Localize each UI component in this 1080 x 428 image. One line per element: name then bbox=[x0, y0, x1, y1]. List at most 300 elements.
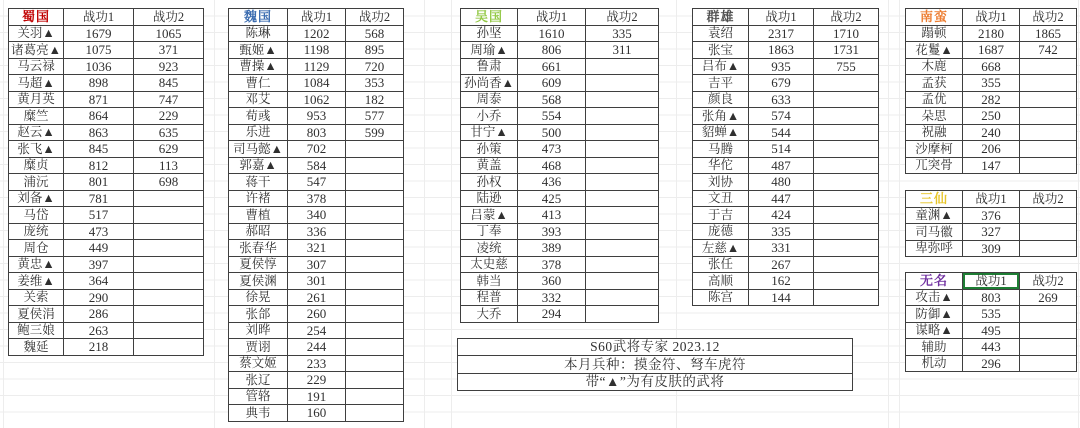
column-header-qunxiong-1[interactable]: 战功1 bbox=[749, 9, 814, 26]
column-header-wu-2[interactable]: 战功2 bbox=[586, 9, 659, 26]
name-cell[interactable]: 高顺 bbox=[693, 273, 749, 290]
value-cell[interactable]: 720 bbox=[346, 59, 404, 76]
value-cell[interactable]: 1687 bbox=[963, 42, 1020, 59]
value-cell[interactable]: 1731 bbox=[814, 42, 879, 59]
name-cell[interactable]: 浦沅 bbox=[9, 174, 64, 191]
value-cell[interactable]: 535 bbox=[963, 306, 1020, 323]
name-cell[interactable]: 孙坚 bbox=[461, 26, 518, 43]
value-cell[interactable]: 1679 bbox=[64, 26, 134, 43]
value-cell[interactable] bbox=[814, 174, 879, 191]
name-cell[interactable]: 司马徽 bbox=[906, 224, 963, 241]
name-cell[interactable]: 马云禄 bbox=[9, 59, 64, 76]
value-cell[interactable]: 1065 bbox=[134, 26, 204, 43]
value-cell[interactable] bbox=[134, 306, 204, 323]
value-cell[interactable] bbox=[1020, 125, 1077, 142]
table-title-wei[interactable]: 魏国 bbox=[229, 9, 288, 26]
value-cell[interactable]: 547 bbox=[288, 174, 346, 191]
name-cell[interactable]: 机动 bbox=[906, 356, 963, 373]
value-cell[interactable]: 182 bbox=[346, 92, 404, 109]
value-cell[interactable]: 447 bbox=[749, 191, 814, 208]
name-cell[interactable]: 张春华 bbox=[229, 240, 288, 257]
value-cell[interactable]: 668 bbox=[963, 59, 1020, 76]
name-cell[interactable]: 关羽▲ bbox=[9, 26, 64, 43]
name-cell[interactable]: 颜良 bbox=[693, 92, 749, 109]
value-cell[interactable] bbox=[346, 257, 404, 274]
name-cell[interactable]: 张郃 bbox=[229, 306, 288, 323]
name-cell[interactable]: 夏侯涓 bbox=[9, 306, 64, 323]
value-cell[interactable] bbox=[1020, 59, 1077, 76]
value-cell[interactable] bbox=[586, 158, 659, 175]
value-cell[interactable] bbox=[346, 356, 404, 373]
value-cell[interactable]: 393 bbox=[518, 224, 586, 241]
value-cell[interactable]: 191 bbox=[288, 389, 346, 406]
name-cell[interactable]: 诸葛亮▲ bbox=[9, 42, 64, 59]
value-cell[interactable]: 424 bbox=[749, 207, 814, 224]
value-cell[interactable] bbox=[346, 191, 404, 208]
value-cell[interactable]: 781 bbox=[64, 191, 134, 208]
name-cell[interactable]: 司马懿▲ bbox=[229, 141, 288, 158]
value-cell[interactable]: 1129 bbox=[288, 59, 346, 76]
value-cell[interactable]: 335 bbox=[586, 26, 659, 43]
value-cell[interactable] bbox=[1020, 75, 1077, 92]
name-cell[interactable]: 张宝 bbox=[693, 42, 749, 59]
value-cell[interactable] bbox=[586, 141, 659, 158]
value-cell[interactable] bbox=[814, 75, 879, 92]
value-cell[interactable]: 335 bbox=[749, 224, 814, 241]
value-cell[interactable]: 517 bbox=[64, 207, 134, 224]
value-cell[interactable] bbox=[814, 290, 879, 307]
name-cell[interactable]: 朵思 bbox=[906, 108, 963, 125]
name-cell[interactable]: 谋略▲ bbox=[906, 323, 963, 340]
value-cell[interactable] bbox=[586, 306, 659, 323]
name-cell[interactable]: 甘宁▲ bbox=[461, 125, 518, 142]
value-cell[interactable]: 1710 bbox=[814, 26, 879, 43]
name-cell[interactable]: 马岱 bbox=[9, 207, 64, 224]
value-cell[interactable] bbox=[1020, 158, 1077, 175]
value-cell[interactable] bbox=[1020, 356, 1077, 373]
value-cell[interactable]: 568 bbox=[346, 26, 404, 43]
value-cell[interactable] bbox=[814, 224, 879, 241]
value-cell[interactable]: 425 bbox=[518, 191, 586, 208]
value-cell[interactable]: 863 bbox=[64, 125, 134, 142]
name-cell[interactable]: 蔡文姬 bbox=[229, 356, 288, 373]
value-cell[interactable] bbox=[346, 290, 404, 307]
value-cell[interactable]: 229 bbox=[134, 108, 204, 125]
name-cell[interactable]: 左慈▲ bbox=[693, 240, 749, 257]
name-cell[interactable]: 徐晃 bbox=[229, 290, 288, 307]
name-cell[interactable]: 黄忠▲ bbox=[9, 257, 64, 274]
name-cell[interactable]: 孟获 bbox=[906, 75, 963, 92]
value-cell[interactable]: 309 bbox=[963, 241, 1020, 258]
value-cell[interactable] bbox=[814, 273, 879, 290]
value-cell[interactable]: 267 bbox=[749, 257, 814, 274]
value-cell[interactable]: 473 bbox=[64, 224, 134, 241]
value-cell[interactable] bbox=[814, 141, 879, 158]
value-cell[interactable]: 206 bbox=[963, 141, 1020, 158]
value-cell[interactable] bbox=[134, 224, 204, 241]
value-cell[interactable]: 935 bbox=[749, 59, 814, 76]
value-cell[interactable]: 449 bbox=[64, 240, 134, 257]
value-cell[interactable]: 260 bbox=[288, 306, 346, 323]
name-cell[interactable]: 凌统 bbox=[461, 240, 518, 257]
value-cell[interactable]: 229 bbox=[288, 372, 346, 389]
name-cell[interactable]: 糜贞 bbox=[9, 158, 64, 175]
name-cell[interactable]: 鲁肃 bbox=[461, 59, 518, 76]
value-cell[interactable] bbox=[814, 108, 879, 125]
value-cell[interactable] bbox=[1020, 339, 1077, 356]
name-cell[interactable]: 辅助 bbox=[906, 339, 963, 356]
name-cell[interactable]: 郭嘉▲ bbox=[229, 158, 288, 175]
name-cell[interactable]: 邓艾 bbox=[229, 92, 288, 109]
value-cell[interactable]: 803 bbox=[963, 290, 1020, 307]
value-cell[interactable]: 487 bbox=[749, 158, 814, 175]
value-cell[interactable] bbox=[586, 240, 659, 257]
value-cell[interactable]: 261 bbox=[288, 290, 346, 307]
name-cell[interactable]: 兀突骨 bbox=[906, 158, 963, 175]
value-cell[interactable]: 360 bbox=[518, 273, 586, 290]
value-cell[interactable] bbox=[586, 75, 659, 92]
name-cell[interactable]: 吉平 bbox=[693, 75, 749, 92]
value-cell[interactable]: 898 bbox=[64, 75, 134, 92]
name-cell[interactable]: 管辂 bbox=[229, 389, 288, 406]
column-header-sanxian-2[interactable]: 战功2 bbox=[1020, 191, 1077, 208]
table-title-qunxiong[interactable]: 群雄 bbox=[693, 9, 749, 26]
value-cell[interactable] bbox=[134, 191, 204, 208]
name-cell[interactable]: 夏侯惇 bbox=[229, 257, 288, 274]
name-cell[interactable]: 刘协 bbox=[693, 174, 749, 191]
value-cell[interactable]: 953 bbox=[288, 108, 346, 125]
name-cell[interactable]: 贾诩 bbox=[229, 339, 288, 356]
note-line-1[interactable]: S60武将专家 2023.12 bbox=[458, 339, 853, 356]
value-cell[interactable] bbox=[1020, 224, 1077, 241]
name-cell[interactable]: 魏延 bbox=[9, 339, 64, 356]
value-cell[interactable]: 679 bbox=[749, 75, 814, 92]
column-header-wu-1[interactable]: 战功1 bbox=[518, 9, 586, 26]
value-cell[interactable]: 480 bbox=[749, 174, 814, 191]
value-cell[interactable]: 389 bbox=[518, 240, 586, 257]
value-cell[interactable]: 633 bbox=[749, 92, 814, 109]
name-cell[interactable]: 陆逊 bbox=[461, 191, 518, 208]
name-cell[interactable]: 赵云▲ bbox=[9, 125, 64, 142]
value-cell[interactable] bbox=[346, 158, 404, 175]
name-cell[interactable]: 孙权 bbox=[461, 174, 518, 191]
value-cell[interactable] bbox=[346, 405, 404, 422]
name-cell[interactable]: 糜竺 bbox=[9, 108, 64, 125]
value-cell[interactable]: 301 bbox=[288, 273, 346, 290]
name-cell[interactable]: 吕布▲ bbox=[693, 59, 749, 76]
value-cell[interactable]: 244 bbox=[288, 339, 346, 356]
name-cell[interactable]: 黄月英 bbox=[9, 92, 64, 109]
value-cell[interactable]: 147 bbox=[963, 158, 1020, 175]
value-cell[interactable] bbox=[346, 323, 404, 340]
name-cell[interactable]: 鲍三娘 bbox=[9, 323, 64, 340]
value-cell[interactable]: 584 bbox=[288, 158, 346, 175]
name-cell[interactable]: 大乔 bbox=[461, 306, 518, 323]
value-cell[interactable]: 371 bbox=[134, 42, 204, 59]
value-cell[interactable]: 443 bbox=[963, 339, 1020, 356]
column-header-wei-2[interactable]: 战功2 bbox=[346, 9, 404, 26]
value-cell[interactable]: 294 bbox=[518, 306, 586, 323]
name-cell[interactable]: 华佗 bbox=[693, 158, 749, 175]
value-cell[interactable]: 340 bbox=[288, 207, 346, 224]
value-cell[interactable] bbox=[814, 207, 879, 224]
name-cell[interactable]: 许褚 bbox=[229, 191, 288, 208]
value-cell[interactable]: 397 bbox=[64, 257, 134, 274]
value-cell[interactable] bbox=[1020, 208, 1077, 225]
name-cell[interactable]: 乐进 bbox=[229, 125, 288, 142]
value-cell[interactable]: 311 bbox=[586, 42, 659, 59]
value-cell[interactable]: 296 bbox=[963, 356, 1020, 373]
value-cell[interactable]: 845 bbox=[64, 141, 134, 158]
column-header-qunxiong-2[interactable]: 战功2 bbox=[814, 9, 879, 26]
value-cell[interactable]: 233 bbox=[288, 356, 346, 373]
value-cell[interactable] bbox=[586, 191, 659, 208]
value-cell[interactable]: 332 bbox=[518, 290, 586, 307]
value-cell[interactable]: 2180 bbox=[963, 26, 1020, 43]
name-cell[interactable]: 韩当 bbox=[461, 273, 518, 290]
name-cell[interactable]: 庞德 bbox=[693, 224, 749, 241]
value-cell[interactable]: 336 bbox=[288, 224, 346, 241]
value-cell[interactable] bbox=[134, 273, 204, 290]
name-cell[interactable]: 荀彧 bbox=[229, 108, 288, 125]
column-header-wuming-2[interactable]: 战功2 bbox=[1020, 273, 1077, 290]
value-cell[interactable]: 574 bbox=[749, 108, 814, 125]
value-cell[interactable] bbox=[586, 174, 659, 191]
column-header-nanman-1[interactable]: 战功1 bbox=[963, 9, 1020, 26]
column-header-sanxian-1[interactable]: 战功1 bbox=[963, 191, 1020, 208]
value-cell[interactable] bbox=[586, 59, 659, 76]
value-cell[interactable]: 1863 bbox=[749, 42, 814, 59]
name-cell[interactable]: 太史慈 bbox=[461, 257, 518, 274]
value-cell[interactable]: 378 bbox=[288, 191, 346, 208]
value-cell[interactable]: 162 bbox=[749, 273, 814, 290]
name-cell[interactable]: 周泰 bbox=[461, 92, 518, 109]
table-title-nanman[interactable]: 南蛮 bbox=[906, 9, 963, 26]
value-cell[interactable]: 568 bbox=[518, 92, 586, 109]
name-cell[interactable]: 袁绍 bbox=[693, 26, 749, 43]
value-cell[interactable]: 113 bbox=[134, 158, 204, 175]
name-cell[interactable]: 祝融 bbox=[906, 125, 963, 142]
name-cell[interactable]: 刘备▲ bbox=[9, 191, 64, 208]
value-cell[interactable]: 554 bbox=[518, 108, 586, 125]
name-cell[interactable]: 攻击▲ bbox=[906, 290, 963, 307]
name-cell[interactable]: 童渊▲ bbox=[906, 208, 963, 225]
name-cell[interactable]: 文丑 bbox=[693, 191, 749, 208]
name-cell[interactable]: 沙摩柯 bbox=[906, 141, 963, 158]
note-line-3[interactable]: 带“▲”为有皮肤的武将 bbox=[458, 374, 853, 391]
value-cell[interactable] bbox=[814, 240, 879, 257]
value-cell[interactable]: 845 bbox=[134, 75, 204, 92]
value-cell[interactable]: 473 bbox=[518, 141, 586, 158]
value-cell[interactable] bbox=[134, 257, 204, 274]
column-header-shu-2[interactable]: 战功2 bbox=[134, 9, 204, 26]
value-cell[interactable]: 160 bbox=[288, 405, 346, 422]
name-cell[interactable]: 程普 bbox=[461, 290, 518, 307]
value-cell[interactable]: 500 bbox=[518, 125, 586, 142]
value-cell[interactable]: 144 bbox=[749, 290, 814, 307]
value-cell[interactable] bbox=[586, 207, 659, 224]
value-cell[interactable]: 1198 bbox=[288, 42, 346, 59]
value-cell[interactable]: 755 bbox=[814, 59, 879, 76]
value-cell[interactable] bbox=[346, 372, 404, 389]
value-cell[interactable] bbox=[1020, 108, 1077, 125]
name-cell[interactable]: 张角▲ bbox=[693, 108, 749, 125]
value-cell[interactable] bbox=[586, 290, 659, 307]
value-cell[interactable]: 577 bbox=[346, 108, 404, 125]
value-cell[interactable]: 327 bbox=[963, 224, 1020, 241]
name-cell[interactable]: 张任 bbox=[693, 257, 749, 274]
value-cell[interactable]: 413 bbox=[518, 207, 586, 224]
value-cell[interactable]: 250 bbox=[963, 108, 1020, 125]
name-cell[interactable]: 关索 bbox=[9, 290, 64, 307]
value-cell[interactable]: 321 bbox=[288, 240, 346, 257]
value-cell[interactable] bbox=[586, 108, 659, 125]
value-cell[interactable]: 1036 bbox=[64, 59, 134, 76]
value-cell[interactable]: 1062 bbox=[288, 92, 346, 109]
value-cell[interactable] bbox=[346, 240, 404, 257]
name-cell[interactable]: 木鹿 bbox=[906, 59, 963, 76]
name-cell[interactable]: 貂蝉▲ bbox=[693, 125, 749, 142]
value-cell[interactable] bbox=[134, 207, 204, 224]
name-cell[interactable]: 孙策 bbox=[461, 141, 518, 158]
value-cell[interactable]: 599 bbox=[346, 125, 404, 142]
name-cell[interactable]: 防御▲ bbox=[906, 306, 963, 323]
name-cell[interactable]: 孟优 bbox=[906, 92, 963, 109]
name-cell[interactable]: 陈宫 bbox=[693, 290, 749, 307]
name-cell[interactable]: 典韦 bbox=[229, 405, 288, 422]
table-title-sanxian[interactable]: 三仙 bbox=[906, 191, 963, 208]
value-cell[interactable] bbox=[1020, 92, 1077, 109]
value-cell[interactable] bbox=[1020, 141, 1077, 158]
value-cell[interactable]: 364 bbox=[64, 273, 134, 290]
value-cell[interactable] bbox=[134, 290, 204, 307]
value-cell[interactable] bbox=[346, 389, 404, 406]
value-cell[interactable]: 1610 bbox=[518, 26, 586, 43]
value-cell[interactable]: 803 bbox=[288, 125, 346, 142]
value-cell[interactable]: 240 bbox=[963, 125, 1020, 142]
value-cell[interactable]: 864 bbox=[64, 108, 134, 125]
value-cell[interactable]: 290 bbox=[64, 290, 134, 307]
name-cell[interactable]: 曹操▲ bbox=[229, 59, 288, 76]
column-header-nanman-2[interactable]: 战功2 bbox=[1020, 9, 1077, 26]
value-cell[interactable] bbox=[346, 141, 404, 158]
name-cell[interactable]: 张飞▲ bbox=[9, 141, 64, 158]
value-cell[interactable]: 514 bbox=[749, 141, 814, 158]
name-cell[interactable]: 黄盖 bbox=[461, 158, 518, 175]
value-cell[interactable]: 812 bbox=[64, 158, 134, 175]
name-cell[interactable]: 曹植 bbox=[229, 207, 288, 224]
value-cell[interactable]: 353 bbox=[346, 75, 404, 92]
value-cell[interactable]: 698 bbox=[134, 174, 204, 191]
value-cell[interactable] bbox=[346, 174, 404, 191]
value-cell[interactable]: 806 bbox=[518, 42, 586, 59]
table-title-shu[interactable]: 蜀国 bbox=[9, 9, 64, 26]
value-cell[interactable]: 376 bbox=[963, 208, 1020, 225]
value-cell[interactable]: 331 bbox=[749, 240, 814, 257]
value-cell[interactable]: 254 bbox=[288, 323, 346, 340]
table-title-wu[interactable]: 吴国 bbox=[461, 9, 518, 26]
column-header-shu-1[interactable]: 战功1 bbox=[64, 9, 134, 26]
name-cell[interactable]: 曹仁 bbox=[229, 75, 288, 92]
name-cell[interactable]: 陈琳 bbox=[229, 26, 288, 43]
value-cell[interactable]: 702 bbox=[288, 141, 346, 158]
value-cell[interactable]: 218 bbox=[64, 339, 134, 356]
value-cell[interactable]: 282 bbox=[963, 92, 1020, 109]
value-cell[interactable] bbox=[586, 92, 659, 109]
column-header-wei-1[interactable]: 战功1 bbox=[288, 9, 346, 26]
value-cell[interactable]: 269 bbox=[1020, 290, 1077, 307]
value-cell[interactable]: 609 bbox=[518, 75, 586, 92]
value-cell[interactable] bbox=[814, 92, 879, 109]
value-cell[interactable] bbox=[814, 257, 879, 274]
note-line-2[interactable]: 本月兵种：摸金符、弩车虎符 bbox=[458, 356, 853, 373]
value-cell[interactable]: 635 bbox=[134, 125, 204, 142]
name-cell[interactable]: 丁奉 bbox=[461, 224, 518, 241]
value-cell[interactable] bbox=[346, 273, 404, 290]
value-cell[interactable]: 1202 bbox=[288, 26, 346, 43]
name-cell[interactable]: 小乔 bbox=[461, 108, 518, 125]
value-cell[interactable]: 629 bbox=[134, 141, 204, 158]
value-cell[interactable] bbox=[586, 257, 659, 274]
value-cell[interactable]: 544 bbox=[749, 125, 814, 142]
value-cell[interactable] bbox=[586, 224, 659, 241]
name-cell[interactable]: 蹋顿 bbox=[906, 26, 963, 43]
value-cell[interactable]: 871 bbox=[64, 92, 134, 109]
value-cell[interactable] bbox=[346, 224, 404, 241]
value-cell[interactable]: 468 bbox=[518, 158, 586, 175]
value-cell[interactable] bbox=[1020, 241, 1077, 258]
value-cell[interactable]: 286 bbox=[64, 306, 134, 323]
value-cell[interactable]: 355 bbox=[963, 75, 1020, 92]
name-cell[interactable]: 庞统 bbox=[9, 224, 64, 241]
value-cell[interactable]: 307 bbox=[288, 257, 346, 274]
value-cell[interactable]: 742 bbox=[1020, 42, 1077, 59]
name-cell[interactable]: 刘晔 bbox=[229, 323, 288, 340]
value-cell[interactable]: 263 bbox=[64, 323, 134, 340]
name-cell[interactable]: 张辽 bbox=[229, 372, 288, 389]
value-cell[interactable]: 436 bbox=[518, 174, 586, 191]
value-cell[interactable]: 1084 bbox=[288, 75, 346, 92]
value-cell[interactable]: 378 bbox=[518, 257, 586, 274]
value-cell[interactable] bbox=[346, 306, 404, 323]
value-cell[interactable] bbox=[134, 323, 204, 340]
name-cell[interactable]: 甄姬▲ bbox=[229, 42, 288, 59]
value-cell[interactable]: 495 bbox=[963, 323, 1020, 340]
name-cell[interactable]: 马超▲ bbox=[9, 75, 64, 92]
value-cell[interactable]: 1865 bbox=[1020, 26, 1077, 43]
name-cell[interactable]: 于吉 bbox=[693, 207, 749, 224]
value-cell[interactable]: 923 bbox=[134, 59, 204, 76]
value-cell[interactable]: 747 bbox=[134, 92, 204, 109]
value-cell[interactable]: 661 bbox=[518, 59, 586, 76]
name-cell[interactable]: 孙尚香▲ bbox=[461, 75, 518, 92]
value-cell[interactable] bbox=[586, 273, 659, 290]
name-cell[interactable]: 郝昭 bbox=[229, 224, 288, 241]
name-cell[interactable]: 吕蒙▲ bbox=[461, 207, 518, 224]
name-cell[interactable]: 卑弥呼 bbox=[906, 241, 963, 258]
value-cell[interactable] bbox=[1020, 306, 1077, 323]
value-cell[interactable]: 801 bbox=[64, 174, 134, 191]
value-cell[interactable] bbox=[814, 191, 879, 208]
value-cell[interactable]: 2317 bbox=[749, 26, 814, 43]
value-cell[interactable] bbox=[1020, 323, 1077, 340]
value-cell[interactable]: 895 bbox=[346, 42, 404, 59]
name-cell[interactable]: 周瑜▲ bbox=[461, 42, 518, 59]
name-cell[interactable]: 花鬘▲ bbox=[906, 42, 963, 59]
selected-cell[interactable]: 战功1 bbox=[963, 273, 1020, 290]
value-cell[interactable] bbox=[346, 339, 404, 356]
name-cell[interactable]: 蒋干 bbox=[229, 174, 288, 191]
